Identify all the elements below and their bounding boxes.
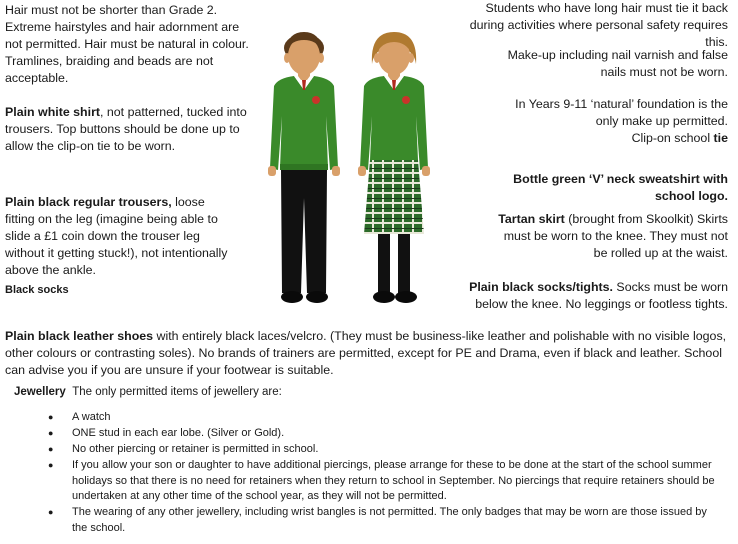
- list-item: ● If you allow your son or daughter to have additional piercings, please arrange for these to be done at the start of the school summer holidays so that there is no need for retainers when they return to school in September. No piercings that require retainers should be undertaken at any other time of the school year, as they will not be permitted.: [48, 458, 718, 505]
- tie-rule: Clip-on school tie: [631, 131, 728, 145]
- black-socks-label: Black socks: [5, 284, 69, 296]
- trousers-rule: Plain black regular trousers, loose fitting on the leg (imagine being able to slide a £1 coin down the trouser leg without it getting stuck!), not intentionally above the ankle.: [5, 195, 228, 277]
- hair-rule: Hair must not be shorter than Grade 2. Extreme hairstyles and hair adornment are not permitted. Hair must be natural in colour. Tramlines, braiding and beads are not acceptable.: [5, 3, 249, 85]
- girl-figure: [358, 32, 430, 303]
- shirt-rule: Plain white shirt, not patterned, tucked into trousers. Top buttons should be done up to allow the clip-on tie to be worn.: [5, 105, 247, 153]
- socks-tights-rule: Plain black socks/tights. Socks must be worn below the knee. No leggings or footless tights.: [469, 280, 728, 311]
- foundation-rule: In Years 9-11 ‘natural’ foundation is the only make up permitted.: [515, 97, 728, 128]
- long-hair-rule: Students who have long hair must tie it back during activities where personal safety requires this.: [469, 1, 728, 49]
- makeup-rule: Make-up including nail varnish and false nails must not be worn.: [507, 48, 728, 79]
- tartan-skirt: [364, 160, 424, 234]
- sweatshirt-rule: Bottle green ‘V’ neck sweatshirt with school logo.: [513, 172, 728, 203]
- list-item: ● ONE stud in each ear lobe. (Silver or Gold).: [48, 426, 718, 442]
- list-item: ● The wearing of any other jewellery, including wrist bangles is not permitted. The only badges that may be worn are those issued by the school.: [48, 505, 718, 536]
- skirt-rule: Tartan skirt (brought from Skoolkit) Skirts must be worn to the knee. They must not be rolled up at the waist.: [498, 212, 728, 260]
- shoes-rule: Plain black leather shoes with entirely black laces/velcro. (They must be business-like leather and polishable with no visible logos, other colours or contrasting soles). No brands of trainers are permitted, except for PE and Drama, even if black and leather. School can advise you if you are unsure if your footwear is suitable.: [5, 329, 727, 377]
- jewellery-section-header: Jewellery The only permitted items of jewellery are:: [14, 386, 282, 398]
- school-logo-icon: [402, 96, 410, 104]
- uniform-illustration: [258, 28, 458, 308]
- list-item: ● A watch: [48, 410, 718, 426]
- boy-figure: [268, 32, 340, 303]
- school-logo-icon: [312, 96, 320, 104]
- jewellery-list: [48, 410, 718, 537]
- list-item: ● No other piercing or retainer is permitted in school.: [48, 442, 718, 458]
